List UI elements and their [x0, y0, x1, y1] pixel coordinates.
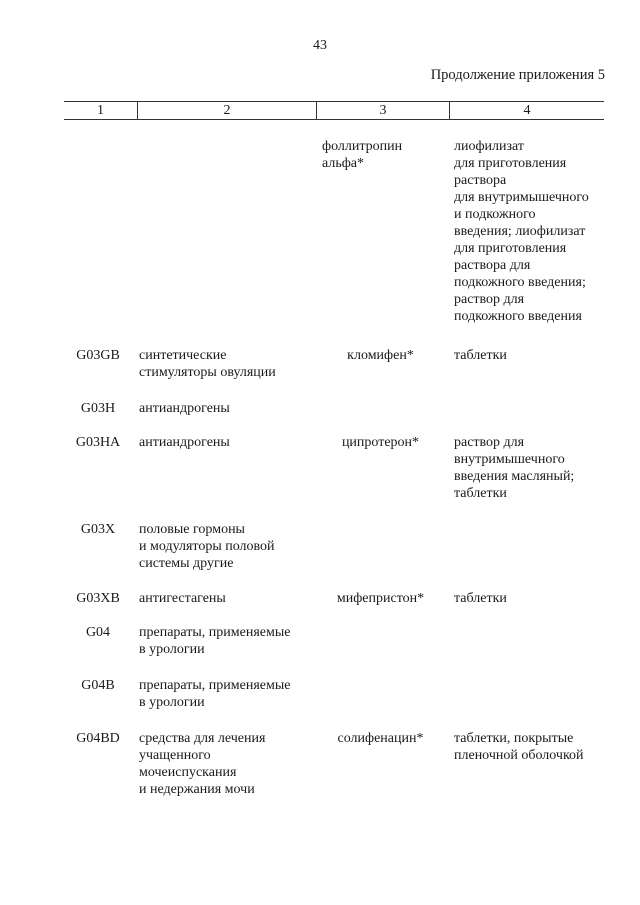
pharmacological-group	[139, 400, 314, 417]
table-header	[64, 102, 604, 119]
drug-name-line: альфа*	[322, 156, 364, 171]
dosage-forms-line: раствора для	[454, 258, 531, 273]
dosage-forms-line: таблетки	[454, 348, 507, 363]
dosage-forms-line: введения; лиофилизат	[454, 224, 586, 239]
drug-name-line: ципротерон*	[341, 435, 420, 450]
pharmacological-group	[139, 590, 314, 607]
atc-code: G03XB	[76, 591, 120, 606]
dosage-forms	[454, 434, 614, 502]
dosage-forms-line: таблетки	[454, 486, 507, 501]
pharmacological-group-line: учащенного	[139, 748, 211, 763]
dosage-forms-line: пленочной оболочкой	[454, 748, 584, 763]
dosage-forms-line: внутримышечного	[454, 452, 565, 467]
pharmacological-group	[139, 677, 314, 711]
drug-name	[318, 347, 443, 364]
pharmacological-group-line: и модуляторы половой	[139, 539, 275, 554]
atc-code: G03HA	[75, 435, 121, 450]
column-header-4: 4	[523, 103, 531, 118]
pharmacological-group-line: препараты, применяемые	[139, 625, 291, 640]
pharmacological-group	[139, 624, 314, 658]
dosage-forms-line: для приготовления	[454, 241, 567, 256]
dosage-forms-line: лиофилизат	[454, 139, 525, 154]
drug-name	[318, 434, 443, 451]
dosage-forms	[454, 138, 614, 325]
dosage-forms-line: раствор для	[454, 435, 525, 450]
pharmacological-group	[139, 434, 314, 451]
pharmacological-group-line: мочеиспускания	[139, 765, 237, 780]
dosage-forms-line: подкожного введения;	[454, 275, 586, 290]
dosage-forms	[454, 730, 614, 764]
pharmacological-group-line: синтетические	[139, 348, 227, 363]
pharmacological-group-line: половые гормоны	[139, 522, 245, 537]
dosage-forms-line: для внутримышечного	[454, 190, 589, 205]
table-header-rule	[64, 119, 604, 120]
column-header-3: 3	[379, 103, 387, 118]
pharmacological-group-line: средства для лечения	[139, 731, 266, 746]
pharmacological-group-line: в урологии	[139, 642, 205, 657]
atc-code: G03X	[80, 522, 116, 537]
pharmacological-group	[139, 347, 314, 381]
dosage-forms-line: таблетки	[454, 591, 507, 606]
atc-code: G04B	[81, 678, 115, 693]
continuation-label: Продолжение приложения 5	[430, 67, 605, 83]
dosage-forms	[454, 347, 614, 364]
pharmacological-group-line: в урологии	[139, 695, 205, 710]
pharmacological-group-line: препараты, применяемые	[139, 678, 291, 693]
dosage-forms-line: раствора	[454, 173, 507, 188]
pharmacological-group-line: антиандрогены	[139, 435, 230, 450]
dosage-forms-line: подкожного введения	[454, 309, 582, 324]
pharmacological-group-line: антиандрогены	[139, 401, 230, 416]
dosage-forms-line: введения масляный;	[454, 469, 575, 484]
pharmacological-group-line: антигестагены	[139, 591, 226, 606]
pharmacological-group	[139, 521, 314, 572]
drug-name	[318, 590, 443, 607]
drug-name	[318, 730, 443, 747]
dosage-forms-line: для приготовления	[454, 156, 567, 171]
drug-name-line: фоллитропин	[322, 139, 403, 154]
column-header-2: 2	[223, 103, 231, 118]
pharmacological-group	[139, 730, 314, 798]
drug-name-line: солифенацин*	[337, 731, 424, 746]
atc-code: G04	[85, 625, 111, 640]
drug-name-line: мифепристон*	[336, 591, 425, 606]
atc-code: G03GB	[76, 348, 120, 363]
atc-code: G04BD	[76, 731, 120, 746]
pharmacological-group-line: системы другие	[139, 556, 234, 571]
drug-name	[322, 138, 447, 172]
pharmacological-group-line: стимуляторы овуляции	[139, 365, 276, 380]
dosage-forms-line: раствор для	[454, 292, 525, 307]
dosage-forms	[454, 590, 614, 607]
column-header-1: 1	[97, 103, 104, 118]
page-number: 43	[313, 38, 327, 53]
dosage-forms-line: таблетки, покрытые	[454, 731, 574, 746]
pharmacological-group-line: и недержания мочи	[139, 782, 255, 797]
atc-code: G03H	[80, 401, 116, 416]
drug-name-line: кломифен*	[347, 348, 414, 363]
dosage-forms-line: и подкожного	[454, 207, 536, 222]
